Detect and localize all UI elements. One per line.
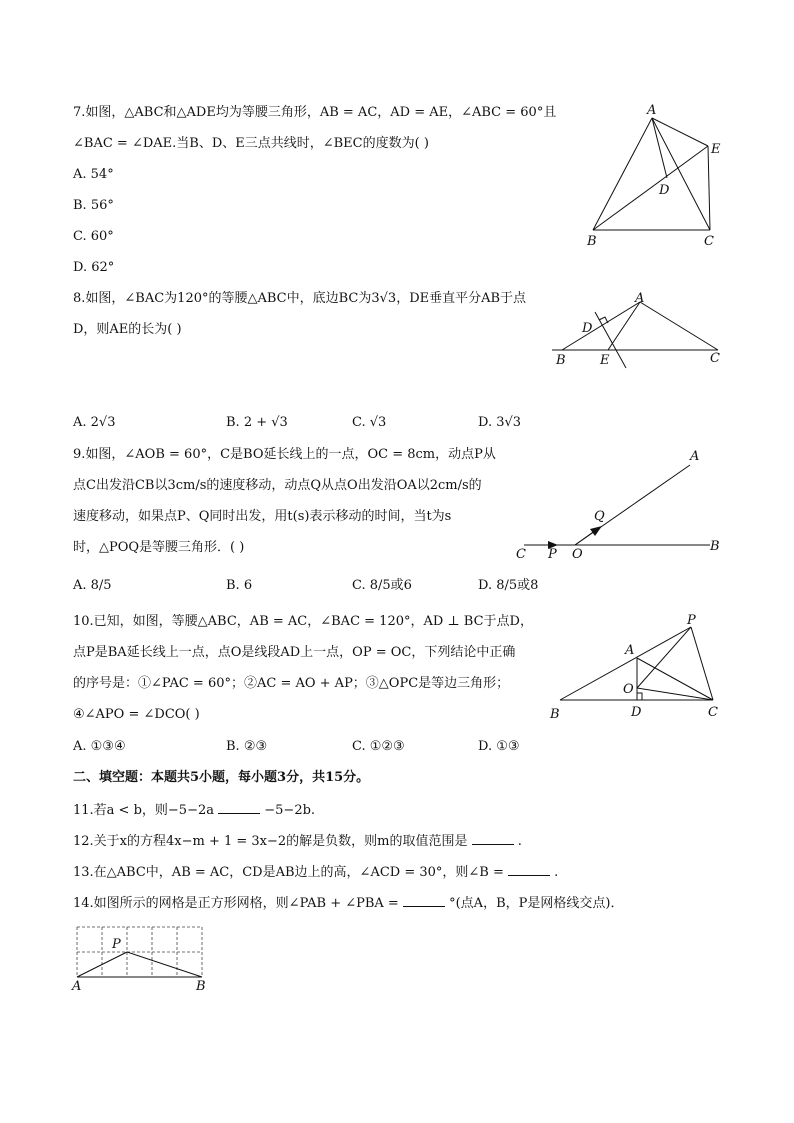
q14-grid-figure [70, 922, 215, 998]
q13-answer-blank [508, 863, 550, 876]
q10-label-b: B [550, 707, 560, 722]
q8-label-e: E [600, 353, 610, 368]
q8-figure [550, 290, 730, 376]
section-2-heading: 二、填空题：本题共5小题，每小题3分，共15分。 [73, 770, 370, 785]
q10-figure [545, 612, 735, 728]
q10-option-c: C. ①②③ [352, 739, 405, 754]
q9-stem-line3: 速度移动，如果点P、Q同时出发，用t(s)表示移动的时间，当t为s [73, 509, 452, 524]
q8-segment-ac [640, 302, 718, 350]
q10-segment-op [637, 627, 691, 688]
q14-stem [73, 894, 623, 912]
q11-text-after: −5−2b. [264, 803, 316, 818]
q9-arrowhead-q [590, 526, 602, 536]
q12-text-after: . [517, 834, 522, 849]
q8-segment-ae [608, 302, 640, 350]
q7-label-b: B [587, 234, 597, 249]
q10-option-b: B. ②③ [226, 739, 268, 754]
q7-segment-ac [652, 118, 710, 230]
q7-segment-be [593, 146, 708, 230]
q10-label-c: C [708, 705, 718, 720]
q12-text-before: 12.关于x的方程4x−m + 1 = 3x−2的解是负数，则m的取值范围是 [73, 834, 468, 849]
q10-stem-line1: 10.已知，如图，等腰△ABC，AB = AC，∠BAC = 120°，AD ⊥ BC于点D， [73, 614, 533, 629]
q7-option-b: B. 56° [73, 198, 114, 213]
q10-label-o: O [623, 682, 634, 697]
q14-label-p: P [112, 937, 121, 952]
q7-segment-ae [652, 118, 708, 146]
q9-figure [510, 445, 730, 569]
q8-label-c: C [710, 351, 720, 366]
q10-stem-line4: ④∠APO = ∠DCO( ) [73, 707, 200, 722]
q7-option-c: C. 60° [73, 229, 114, 244]
q9-stem-line2: 点C出发沿CB以3cm/s的速度移动，动点Q从点O出发沿OA以2cm/s的 [73, 478, 482, 493]
q9-label-a: A [690, 449, 700, 464]
q14-label-b: B [196, 979, 206, 994]
q8-label-d: D [582, 321, 593, 336]
q14-segment-pb [127, 952, 202, 977]
q14-grid-lines [77, 927, 202, 977]
q10-stem-line2: 点P是BA延长线上一点，点O是线段AD上一点，OP = OC，下列结论中正确 [73, 645, 516, 660]
q14-text-after: °(点A，B，P是网格线交点)． [449, 896, 624, 911]
q13-text-after: . [554, 865, 559, 880]
q7-segment-ad [652, 118, 667, 178]
q11-stem [73, 801, 315, 819]
q10-label-a: A [625, 643, 635, 658]
q7-stem-line1: 7.如图，△ABC和△ADE均为等腰三角形，AB = AC，AD = AE，∠ABC = 60°且 [73, 105, 557, 120]
q9-label-o: O [572, 547, 583, 562]
q7-label-d: D [659, 183, 670, 198]
q13-stem [73, 863, 558, 881]
q9-option-d: D. 8/5或8 [478, 578, 539, 593]
q13-text-before: 13.在△ABC中，AB = AC，CD是AB边上的高，∠ACD = 30°，则∠B = [73, 865, 508, 880]
q10-right-angle-mark [637, 693, 642, 700]
q12-answer-blank [472, 832, 514, 845]
q11-text-before: 11.若a < b，则−5−2a [73, 803, 214, 818]
q7-figure [575, 100, 735, 256]
q8-label-b: B [556, 353, 566, 368]
q9-label-p: P [548, 547, 557, 562]
q9-label-c: C [516, 547, 526, 562]
q7-option-d: D. 62° [73, 260, 115, 275]
q8-stem-line1: 8.如图，∠BAC为120°的等腰△ABC中，底边BC为3√3，DE垂直平分AB于点 [73, 291, 527, 306]
q9-option-a: A. 8/5 [73, 578, 112, 593]
q9-option-c: C. 8/5或6 [352, 578, 412, 593]
q7-label-a: A [647, 103, 657, 118]
q9-stem-line4: 时，△POQ是等腰三角形．( ) [73, 540, 245, 555]
q7-segment-ab [593, 118, 652, 230]
q9-label-q: Q [594, 509, 605, 524]
q8-stem-line2: D，则AE的长为( ) [73, 322, 182, 337]
q8-option-b: B. 2 + √3 [226, 415, 288, 430]
q10-option-d: D. ①③ [478, 739, 520, 754]
q12-stem [73, 832, 522, 850]
q8-segment-ab [562, 302, 640, 350]
q10-segment-pc [691, 627, 713, 700]
q7-segment-ec [708, 146, 710, 230]
q7-label-e: E [711, 142, 721, 157]
q10-option-a: A. ①③④ [73, 739, 126, 754]
q14-text-before: 14.如图所示的网格是正方形网格，则∠PAB + ∠PBA = [73, 896, 403, 911]
q7-option-a: A. 54° [73, 167, 114, 182]
q9-option-b: B. 6 [226, 578, 253, 593]
q7-stem-line2: ∠BAC = ∠DAE.当B、D、E三点共线时，∠BEC的度数为( ) [73, 136, 429, 151]
q11-answer-blank [218, 801, 260, 814]
q8-option-a: A. 2√3 [73, 415, 116, 430]
q10-label-d: D [631, 705, 642, 720]
q8-label-a: A [635, 291, 645, 306]
q10-stem-line3: 的序号是：①∠PAC = 60°；②AC = AO + AP；③△OPC是等边三角形； [73, 676, 510, 691]
q9-stem-line1: 9.如图，∠AOB = 60°，C是BO延长线上的一点，OC = 8cm，动点P从 [73, 447, 496, 462]
q14-label-a: A [72, 979, 82, 994]
q8-option-d: D. 3√3 [478, 415, 522, 430]
q10-label-p: P [687, 613, 696, 628]
q8-option-c: C. √3 [352, 415, 387, 430]
q7-label-c: C [704, 234, 714, 249]
q9-label-b: B [710, 539, 720, 554]
q14-answer-blank [403, 894, 445, 907]
